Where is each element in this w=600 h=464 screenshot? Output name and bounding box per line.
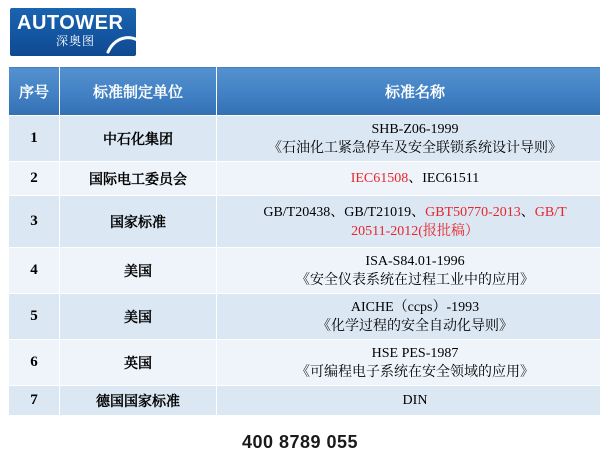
cell-serial-number: 7 bbox=[9, 386, 60, 416]
logo-brand-text: AUTOWER bbox=[17, 12, 124, 34]
cell-standard-name bbox=[217, 196, 600, 248]
cell-serial-number: 2 bbox=[9, 162, 60, 196]
standard-text: 《化学过程的安全自动化导则》 bbox=[317, 318, 513, 334]
table-row bbox=[9, 248, 600, 294]
column-header-org: 标准制定单位 bbox=[60, 67, 217, 116]
standard-name-line bbox=[220, 271, 600, 290]
cell-organization: 美国 bbox=[60, 294, 217, 340]
standard-text: 《安全仪表系统在过程工业中的应用》 bbox=[296, 272, 534, 288]
cell-standard-name bbox=[217, 248, 600, 294]
highlighted-standard-text: GB/T bbox=[534, 204, 567, 220]
standard-text: 、 bbox=[520, 204, 535, 220]
cell-standard-name bbox=[217, 340, 600, 386]
cell-serial-number: 4 bbox=[9, 248, 60, 294]
cell-standard-name bbox=[217, 116, 600, 162]
standard-name-line bbox=[220, 344, 600, 363]
column-header-name: 标准名称 bbox=[217, 67, 600, 116]
highlighted-standard-text: GBT50770-2013 bbox=[425, 204, 521, 220]
standard-text: HSE PES-1987 bbox=[371, 345, 459, 361]
cell-standard-name bbox=[217, 294, 600, 340]
standard-text: ISA-S84.01-1996 bbox=[365, 253, 465, 269]
standard-text: 、IEC61511 bbox=[408, 171, 480, 186]
cell-organization: 中石化集团 bbox=[60, 116, 217, 162]
cell-standard-name bbox=[217, 386, 600, 416]
standard-text: DIN bbox=[402, 393, 428, 408]
standard-text: 《石油化工紧急停车及安全联锁系统设计导则》 bbox=[268, 140, 562, 156]
table-row bbox=[9, 294, 600, 340]
table-row bbox=[9, 340, 600, 386]
cell-organization: 英国 bbox=[60, 340, 217, 386]
cell-serial-number: 5 bbox=[9, 294, 60, 340]
cell-serial-number: 3 bbox=[9, 196, 60, 248]
standard-text: SHB-Z06-1999 bbox=[371, 121, 459, 137]
standard-name-line bbox=[220, 222, 600, 241]
standard-name-line bbox=[220, 298, 600, 317]
standard-name-line bbox=[220, 169, 600, 188]
table-header bbox=[9, 67, 600, 116]
logo-sub-text: 深奥图 bbox=[56, 34, 96, 48]
standards-table bbox=[8, 66, 600, 416]
logo-swoosh-icon bbox=[106, 32, 146, 54]
standard-name-line bbox=[220, 203, 600, 222]
cell-standard-name bbox=[217, 162, 600, 196]
standard-name-line bbox=[220, 363, 600, 382]
company-logo bbox=[10, 8, 158, 58]
standard-name-line bbox=[220, 120, 600, 139]
cell-organization: 美国 bbox=[60, 248, 217, 294]
contact-phone: 400 8789 055 bbox=[241, 432, 359, 452]
standard-name-line bbox=[220, 252, 600, 271]
highlighted-standard-text: 20511-2012(报批稿） bbox=[351, 223, 479, 239]
column-header-no: 序号 bbox=[9, 67, 60, 116]
cell-serial-number: 6 bbox=[9, 340, 60, 386]
standard-name-line bbox=[220, 317, 600, 336]
cell-organization: 德国国家标准 bbox=[60, 386, 217, 416]
cell-serial-number: 1 bbox=[9, 116, 60, 162]
standard-text: 《可编程电子系统在安全领域的应用》 bbox=[296, 364, 534, 380]
highlighted-standard-text: IEC61508 bbox=[350, 171, 409, 186]
standard-name-line bbox=[220, 391, 600, 410]
standard-name-line bbox=[220, 139, 600, 158]
table-body bbox=[9, 116, 600, 416]
table-row bbox=[9, 116, 600, 162]
cell-organization: 国家标准 bbox=[60, 196, 217, 248]
table-row bbox=[9, 162, 600, 196]
standard-text: AICHE（ccps）-1993 bbox=[350, 299, 480, 315]
table-row bbox=[9, 386, 600, 416]
table-row bbox=[9, 196, 600, 248]
cell-organization: 国际电工委员会 bbox=[60, 162, 217, 196]
table-header-row bbox=[9, 67, 600, 116]
standard-text: GB/T20438、GB/T21019、 bbox=[263, 204, 426, 220]
